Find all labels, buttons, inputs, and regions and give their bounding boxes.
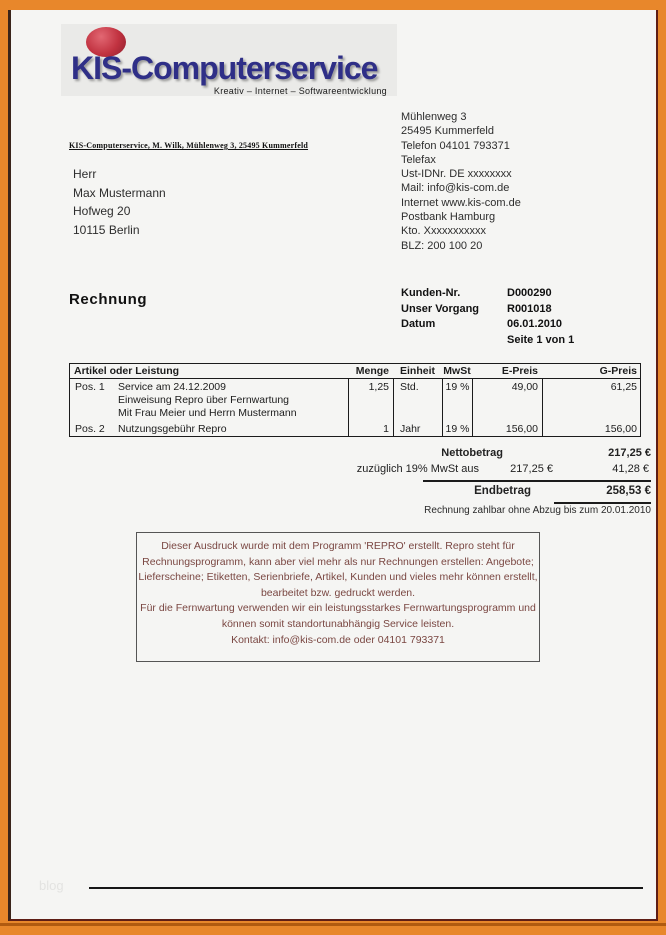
item-position: Pos. 1: [75, 381, 105, 393]
vat-amount-value: 41,28 €: [612, 463, 649, 475]
item-qty: 1,25: [348, 379, 393, 421]
final-amount-label: Endbetrag: [474, 485, 531, 497]
line-items-table: [69, 363, 641, 437]
description-line: Service am 24.12.2009: [118, 381, 226, 393]
item-vat: 19 %: [442, 421, 472, 436]
company-logo: [61, 24, 397, 96]
net-amount-value: 217,25 €: [608, 447, 651, 459]
logo-subtitle: Kreativ – Internet – Softwareentwicklung: [213, 86, 387, 96]
sender-return-address: KIS-Computerservice, M. Wilk, Mühlenweg 3, 25495 Kummerfeld: [69, 141, 309, 150]
notice-line: können somit standortunabhängig Service leisten.: [221, 617, 455, 630]
notice-line: Lieferscheine; Etiketten, Serienbriefe, Artikel, Kunden und vieles mehr können erstellt,: [138, 571, 538, 584]
company-bank: Postbank Hamburg: [401, 211, 496, 224]
frame-bottom-stripe: [0, 923, 666, 926]
company-contact-block: [401, 110, 521, 253]
document-title: Rechnung: [69, 291, 148, 308]
item-unit-price: 156,00: [472, 421, 542, 436]
footer-rule-line: [89, 887, 643, 889]
company-phone: Telefon 04101 793371: [401, 139, 510, 152]
item-qty: 1: [348, 421, 393, 436]
notice-line: Dieser Ausdruck wurde mit dem Programm 'REPRO' erstellt. Repro steht für: [161, 540, 515, 552]
meta-value: 06.01.2010: [507, 318, 563, 330]
header-vat: MwSt: [443, 365, 471, 377]
table-header-row: [69, 363, 641, 379]
meta-row-page: [401, 333, 574, 349]
final-amount-value: 258,53 €: [606, 485, 651, 497]
item-unit: Jahr: [393, 421, 442, 436]
meta-value: Seite 1 von 1: [507, 333, 575, 346]
item-position: Pos. 2: [75, 423, 105, 435]
meta-value: D000290: [507, 287, 552, 299]
header-total-price: G-Preis: [599, 365, 637, 377]
item-description: [118, 423, 348, 436]
net-amount-label: Nettobetrag: [441, 447, 503, 459]
company-fax: Telefax: [401, 153, 436, 166]
notice-line: Rechnungsprogramm, kann aber viel mehr als nur Rechnungen erstellen: Angebote;: [142, 555, 534, 568]
notice-line: Kontakt: info@kis-com.de oder 04101 793371: [231, 633, 445, 646]
company-blz: BLZ: 200 100 20: [401, 239, 483, 252]
meta-label: Kunden-Nr.: [401, 287, 461, 299]
company-account: Kto. Xxxxxxxxxxx: [401, 225, 486, 238]
description-line: Einweisung Repro über Fernwartung: [118, 394, 290, 406]
company-website: Internet www.kis-com.de: [401, 196, 521, 209]
item-unit: Std.: [393, 379, 442, 421]
meta-row-date: [401, 317, 574, 333]
item-total-price: 156,00: [542, 421, 640, 436]
recipient-line: 10115 Berlin: [73, 222, 140, 237]
description-line: Mit Frau Meier und Herrn Mustermann: [118, 407, 297, 419]
totals-divider-line: [423, 480, 651, 482]
meta-row-customer-number: [401, 286, 574, 302]
header-qty: Menge: [355, 365, 389, 377]
invoice-meta: [401, 286, 574, 348]
recipient-line: Hofweg 20: [73, 204, 131, 218]
payment-terms-note: Rechnung zahlbar ohne Abzug bis zum 20.01.2010: [424, 505, 651, 516]
program-notice-box: [136, 532, 540, 662]
item-vat: 19 %: [442, 379, 472, 421]
item-description: [118, 381, 348, 421]
meta-row-process-number: [401, 302, 574, 318]
vat-label: zuzüglich 19% MwSt aus: [356, 463, 479, 475]
company-vat-id: Ust-IDNr. DE xxxxxxxx: [401, 168, 512, 181]
company-email: Mail: info@kis-com.de: [401, 182, 510, 195]
item-unit-price: 49,00: [472, 379, 542, 421]
recipient-line: Max Mustermann: [73, 185, 166, 200]
header-unit: Einheit: [399, 365, 435, 377]
logo-title: KIS-Computerservice: [71, 50, 378, 86]
table-row: [70, 379, 640, 421]
company-street: Mühlenweg 3: [401, 111, 467, 123]
notice-line: bearbeitet bzw. gedruckt werden.: [260, 586, 416, 599]
description-line: Nutzungsgebühr Repro: [118, 423, 227, 435]
invoice-page: [8, 10, 658, 921]
meta-value: R001018: [507, 302, 552, 315]
header-article: Artikel oder Leistung: [74, 365, 180, 377]
table-row: [70, 421, 640, 436]
meta-label: Datum: [401, 318, 436, 330]
recipient-line: Herr: [73, 167, 97, 181]
table-body: [69, 379, 641, 437]
recipient-address: [73, 165, 166, 239]
final-amount-underline: [554, 502, 651, 504]
vat-base-value: 217,25 €: [510, 463, 553, 475]
meta-label: Unser Vorgang: [401, 302, 480, 315]
notice-line: Für die Fernwartung verwenden wir ein leistungsstarkes Fernwartungsprogramm und: [140, 602, 536, 615]
item-total-price: 61,25: [542, 379, 640, 421]
watermark-text: blog: [39, 878, 64, 893]
header-unit-price: E-Preis: [501, 365, 538, 377]
company-city: 25495 Kummerfeld: [401, 125, 494, 138]
